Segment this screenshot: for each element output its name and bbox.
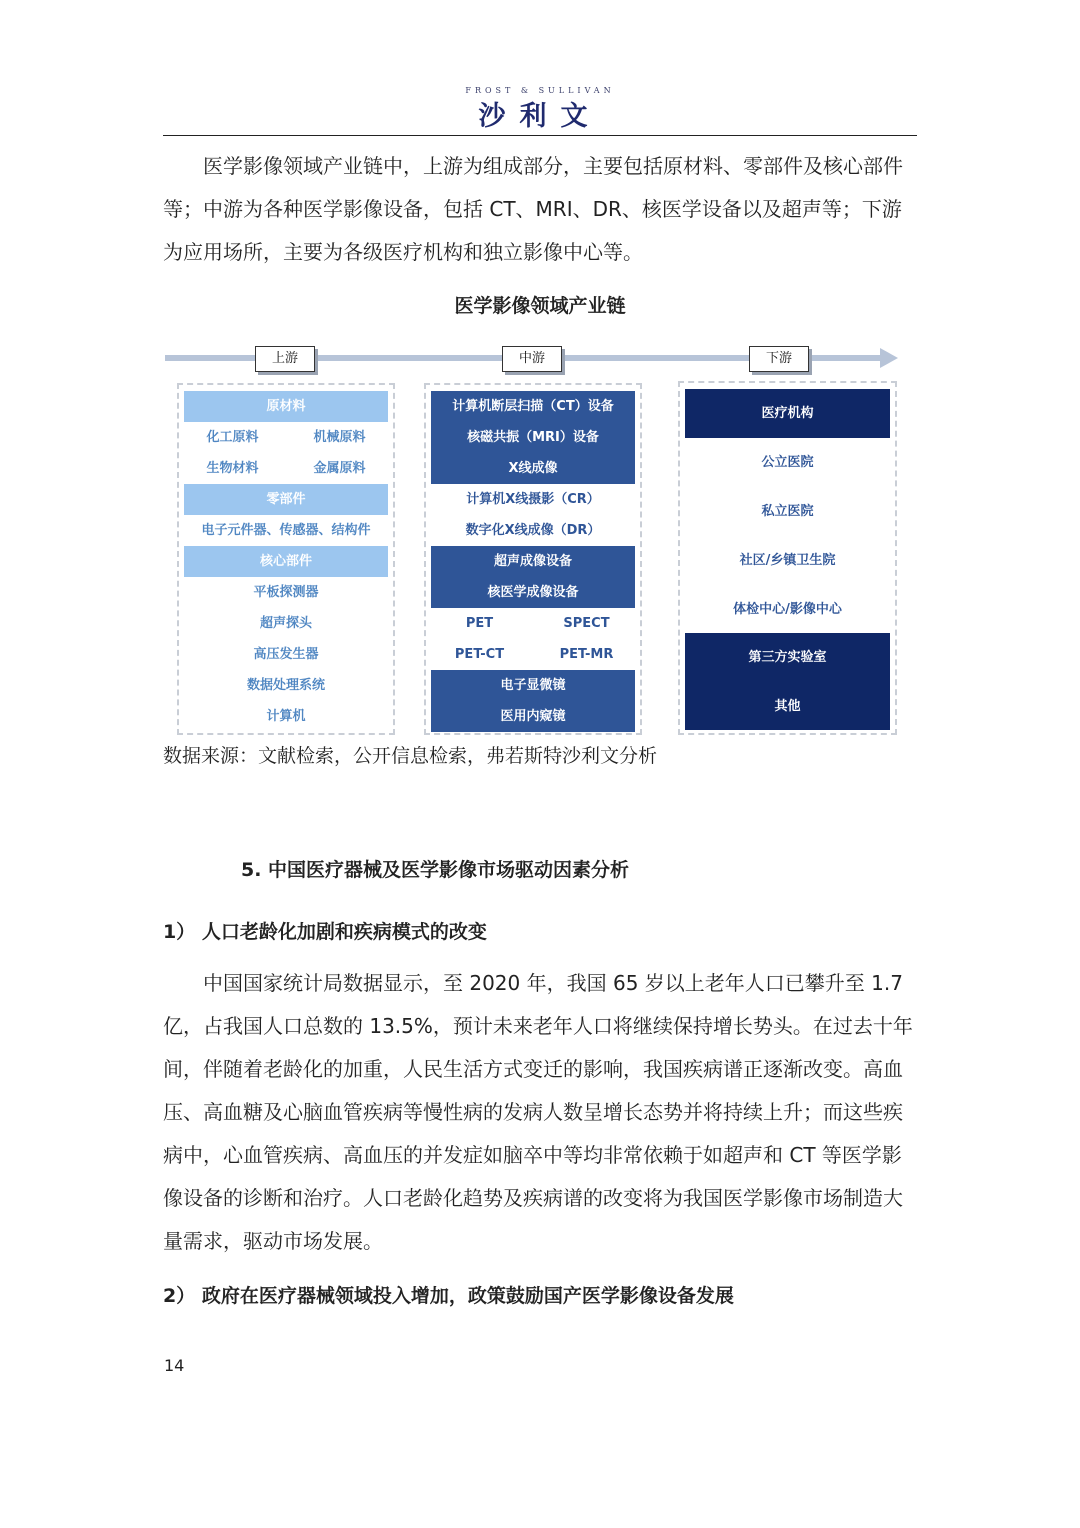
downstream-item: 体检中心/影像中心 [733,602,842,617]
midstream-item: 计算机X线摄影（CR） [466,492,600,507]
core-parts-header: 核心部件 [184,546,388,577]
midstream-column [424,383,642,735]
midstream-pet-row-2: PET-CT PET-MR [454,647,614,662]
raw-materials-row-1: 化工原料 机械原料 [206,430,366,445]
core-item: 高压发生器 [253,647,319,662]
downstream-item: 第三方实验室 [748,650,827,665]
subsection-title-1: 1） 人口老龄化加剧和疾病模式的改变 [163,921,487,943]
downstream-column [678,381,897,735]
raw-materials-row-2: 生物材料 金属原料 [206,461,366,476]
upstream-column [177,383,395,735]
parts-item: 电子元件器、传感器、结构件 [201,523,371,538]
downstream-top: 医疗机构 [685,389,890,438]
stage-downstream: 下游 [749,346,809,372]
midstream-item: 核医学成像设备 [487,585,579,600]
core-item: 超声探头 [259,616,312,631]
downstream-item: 其他 [774,699,801,714]
intro-paragraph: 医学影像领域产业链中，上游为组成部分，主要包括原材料、零部件及核心部件等；中游为各种医学影像设备，包括 CT、MRI、DR、核医学设备以及超声等；下游为应用场所，主要为各级医疗机构和独立影像中心等。 [163,154,903,264]
core-item: 平板探测器 [253,585,319,600]
midstream-item: 电子显微镜 [500,678,566,693]
core-item: 数据处理系统 [246,678,325,693]
logo-english: FROST & SULLIVAN [465,86,615,95]
raw-materials-header: 原材料 [184,391,388,422]
downstream-item: 私立医院 [761,504,814,519]
figure-title: 医学影像领域产业链 [454,295,626,317]
midstream-item: 医用内窥镜 [500,709,566,724]
midstream-item: 数字化X线成像（DR） [465,523,601,538]
stage-upstream: 上游 [255,346,315,372]
midstream-item: X线成像 [508,461,558,476]
page-number: 14 [164,1356,185,1375]
logo-chinese: 沙利文 [478,101,602,132]
core-item: 计算机 [266,709,306,724]
midstream-item: 计算机断层扫描（CT）设备 [452,399,614,414]
midstream-pet-row-1: PET SPECT [465,616,610,631]
section-title: 5. 中国医疗器械及医学影像市场驱动因素分析 [241,859,630,881]
midstream-item: 核磁共振（MRI）设备 [467,430,599,445]
downstream-item: 社区/乡镇卫生院 [739,553,836,568]
stage-midstream: 中游 [502,346,562,372]
parts-header: 零部件 [184,484,388,515]
figure-source: 数据来源：文献检索，公开信息检索，弗若斯特沙利文分析 [163,745,658,767]
downstream-item: 公立医院 [761,455,814,470]
subsection-title-2: 2） 政府在医疗器械领域投入增加，政策鼓励国产医学影像设备发展 [163,1285,734,1307]
midstream-item: 超声成像设备 [493,554,572,569]
subsection-1-paragraph: 中国国家统计局数据显示，至 2020 年，我国 65 岁以上老年人口已攀升至 1.7 亿，占我国人口总数的 13.5%，预计未来老年人口将继续保持增长势头。在过去十年间，伴随着老龄化的加重，人民生活方式变迁的影响，我国疾病谱正逐渐改变。高血压、高血糖及心脑血管疾病等慢性病的发病人数呈增长态势并将持续上升；而这些疾病中，心血管疾病、高血压的并发症如脑卒中等均非常依赖于如超声和 CT 等医学影像设备的诊断和治疗。人口老龄化趋势及疾病谱的改变将为我国医学影像市场制造大量需求，驱动市场发展。 [163,971,913,1253]
flow-arrow-head-icon [880,348,898,368]
header-rule [163,135,917,136]
